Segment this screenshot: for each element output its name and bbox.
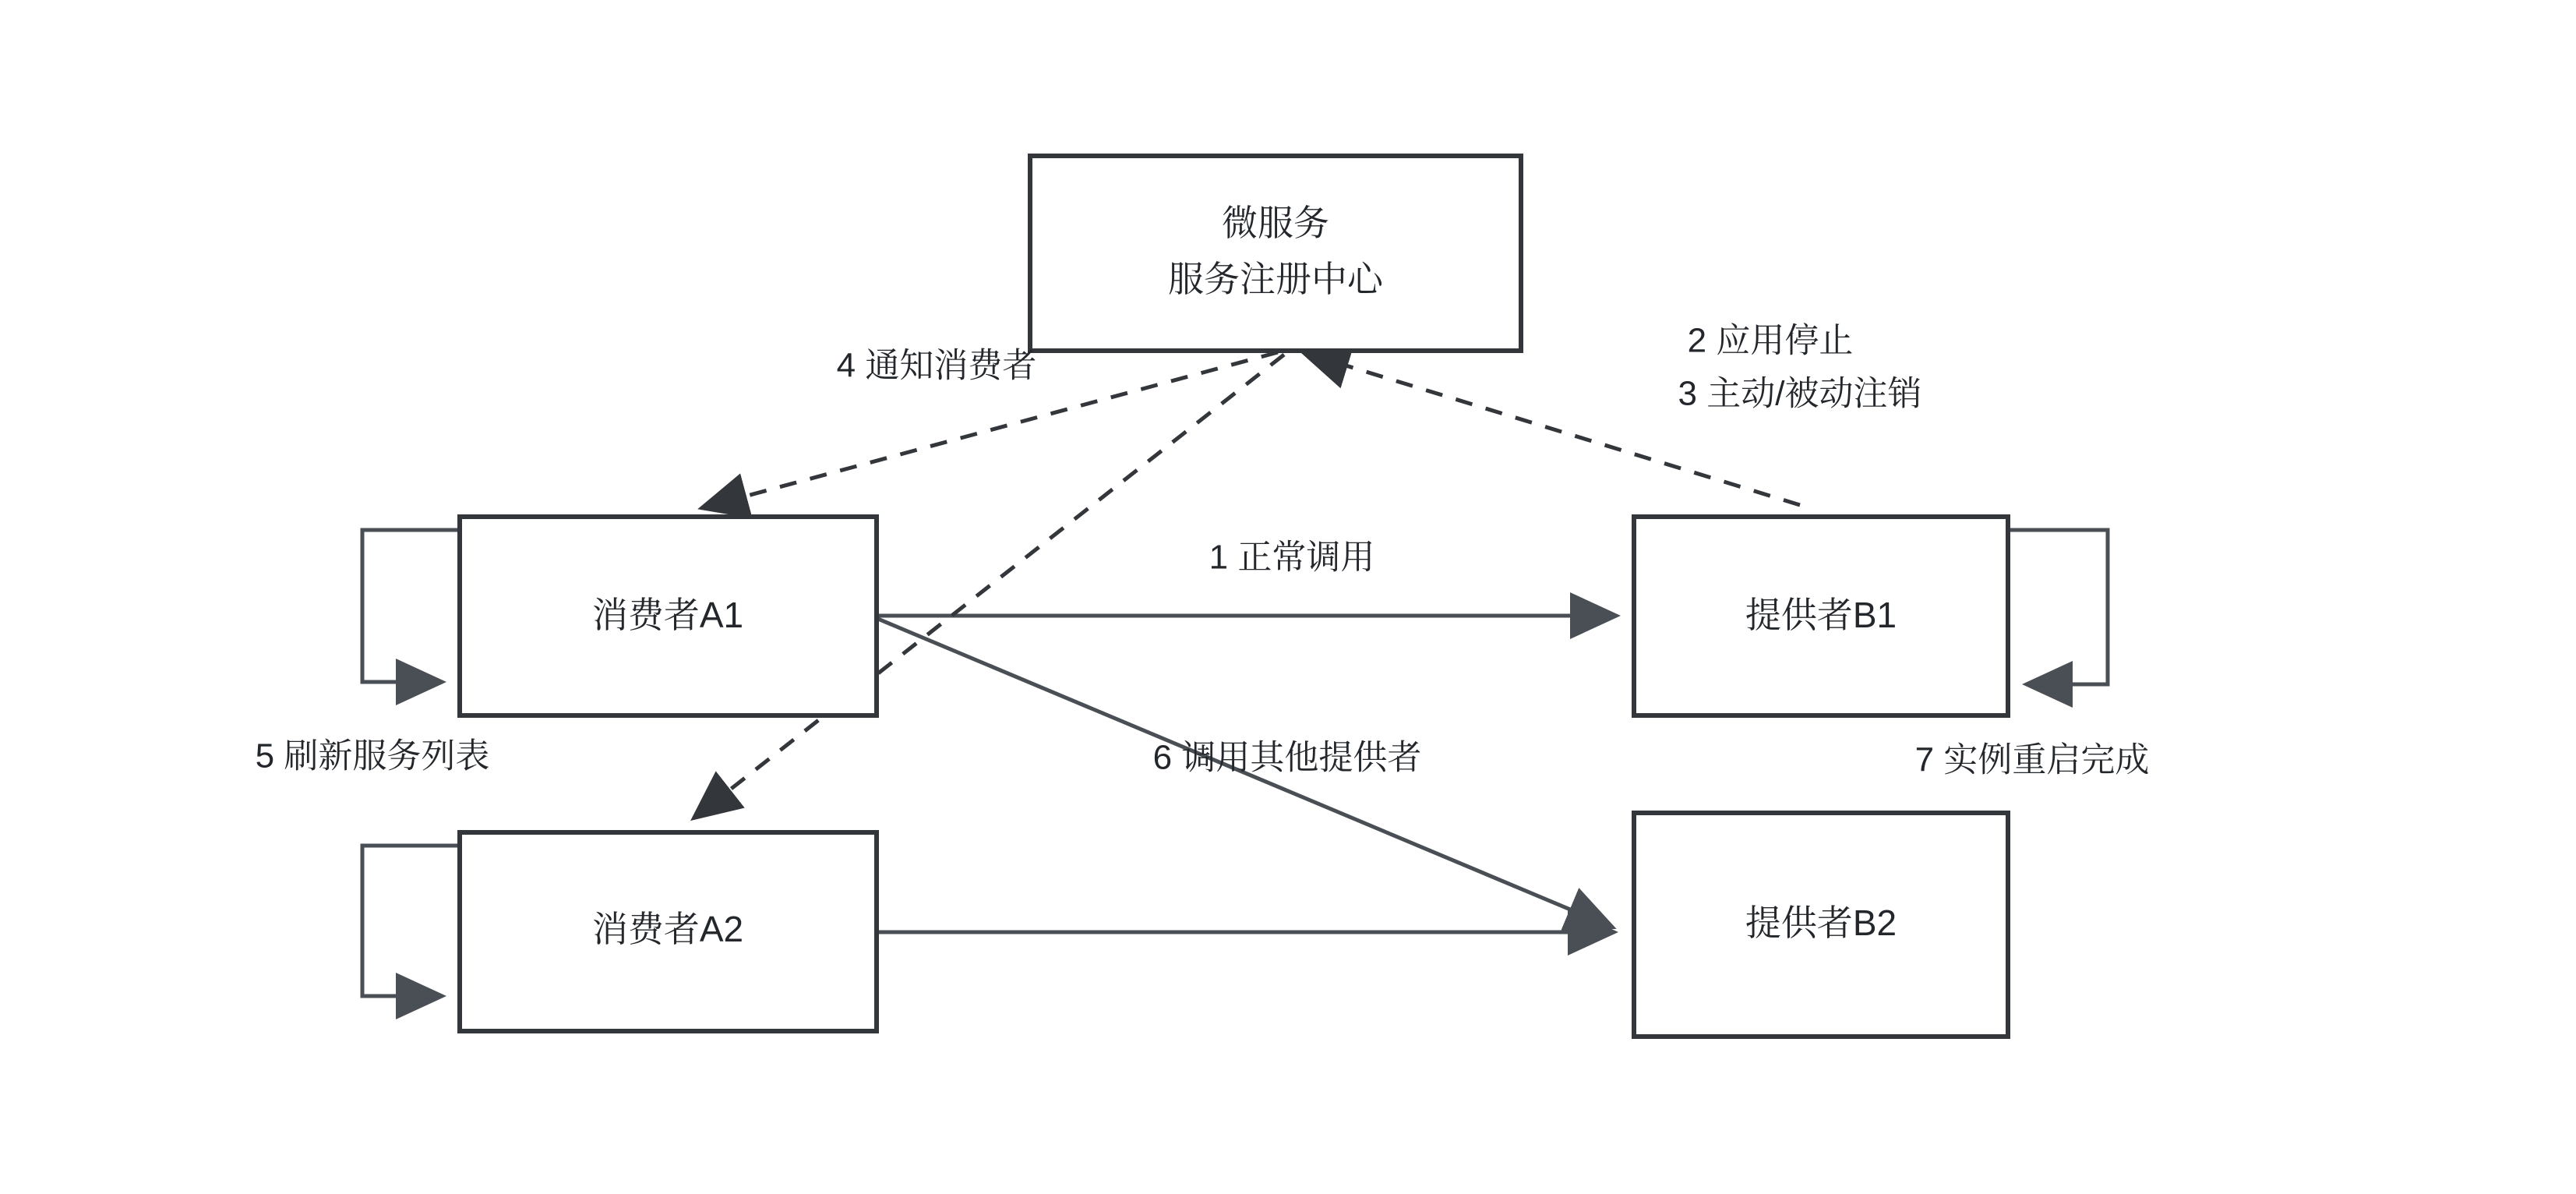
node-consumer-a1-label: 消费者A1	[591, 595, 744, 636]
node-consumer-a1[interactable]	[460, 517, 877, 715]
node-provider-b2[interactable]	[1634, 813, 2008, 1037]
edge-instance-restart-loop	[2008, 530, 2108, 684]
node-consumer-a2-label: 消费者A2	[591, 909, 744, 950]
edge-label-normal-call: 1 正常调用	[1209, 538, 1375, 577]
edge-refresh-service-list-loop	[362, 530, 460, 682]
edge-label-refresh-service-list: 5 刷新服务列表	[255, 737, 490, 775]
edge-consumerA2-loop	[362, 846, 460, 996]
node-provider-b1[interactable]	[1634, 517, 2008, 715]
node-registry-label-line2: 服务注册中心	[1168, 259, 1383, 300]
node-consumer-a2[interactable]	[460, 832, 877, 1031]
edge-label-notify-consumer: 4 通知消费者	[836, 346, 1037, 385]
node-provider-b2-label: 提供者B2	[1745, 903, 1897, 944]
edge-label-call-other-provider: 6 调用其他提供者	[1152, 738, 1422, 777]
edge-label-instance-restarted: 7 实例重启完成	[1914, 740, 2150, 779]
edge-label-app-stop: 2 应用停止	[1687, 321, 1854, 360]
node-registry[interactable]	[1030, 156, 1521, 351]
node-registry-label-line1: 微服务	[1222, 203, 1329, 244]
edge-label-deregister: 3 主动/被动注销	[1678, 374, 1922, 413]
node-provider-b1-label: 提供者B1	[1745, 595, 1897, 636]
